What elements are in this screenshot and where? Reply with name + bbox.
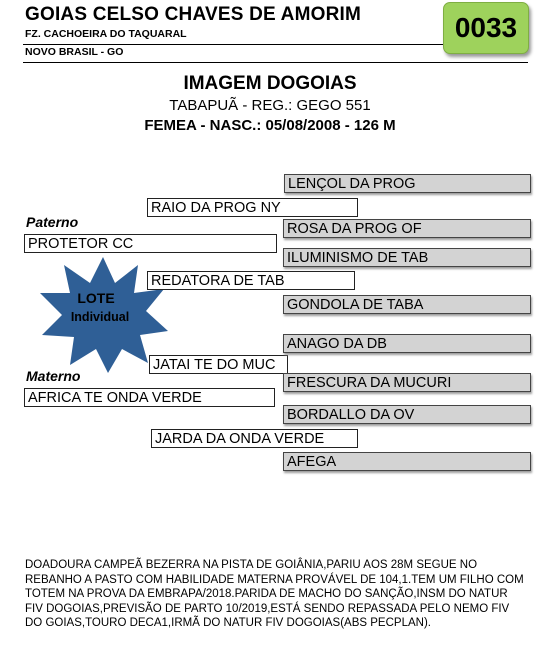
animal-name: IMAGEM DOGOIAS [183,73,357,94]
paternal-grandfather: RAIO DA PROG NY [147,198,358,217]
great-grandparent-6: FRESCURA DA MUCURI [283,373,531,392]
sex-birth-age: FEMEA - NASC.: 05/08/2008 - 126 M [144,117,396,134]
great-grandparent-5: ANAGO DA DB [283,334,531,353]
great-grandparent-3: ILUMINISMO DE TAB [283,248,531,267]
great-grandparent-4: GONDOLA DE TABA [283,295,531,314]
mother-name: AFRICA TE ONDA VERDE [24,388,275,407]
great-grandparent-8: AFEGA [283,452,531,471]
maternal-grandfather: JATAI TE DO MUC [149,355,288,374]
great-grandparent-2: ROSA DA PROG OF [283,219,531,238]
great-grandparent-7: BORDALLO DA OV [283,405,531,424]
badge-line2: Individual [70,310,130,324]
maternal-grandmother: JARDA DA ONDA VERDE [151,429,358,448]
paternal-grandmother: REDATORA DE TAB [147,271,355,290]
paterno-label: Paterno [26,214,79,230]
divider [23,44,443,45]
great-grandparent-1: LENÇOL DA PROG [284,174,531,193]
lot-number-badge: 0033 [443,2,529,54]
divider [23,62,528,63]
city-name: NOVO BRASIL - GO [25,46,124,58]
farm-name: FZ. CACHOEIRA DO TAQUARAL [25,28,187,40]
materno-label: Materno [26,368,81,384]
badge-line1: LOTE [77,290,115,306]
breed-registration: TABAPUÃ - REG.: GEGO 551 [169,97,371,114]
owner-name: GOIAS CELSO CHAVES DE AMORIM [25,4,362,25]
remarks-text: DOADOURA CAMPEÃ BEZERRA NA PISTA DE GOIÂNIA,PARIU AOS 28M SEGUE NO REBANHO A PASTO COM HABILIDADE MATERNA PROVÁVEL DE 104,1.TEM UM FILHO COM TOTEM NA PROVA DA EMBRAPA/2018.PARIDA DE MACHO DO SANÇÃO,INSM DO NATUR FIV DOGOIAS,PREVISÃO DE PARTO 10/2019,ESTÁ SENDO REPASSADA PELO NEMO FIV DO GOIAS,TOURO DECA1,IRMÃ DO NATUR FIV DOGOIAS(ABS PECPLAN). [25,559,524,629]
father-name: PROTETOR CC [24,234,277,253]
